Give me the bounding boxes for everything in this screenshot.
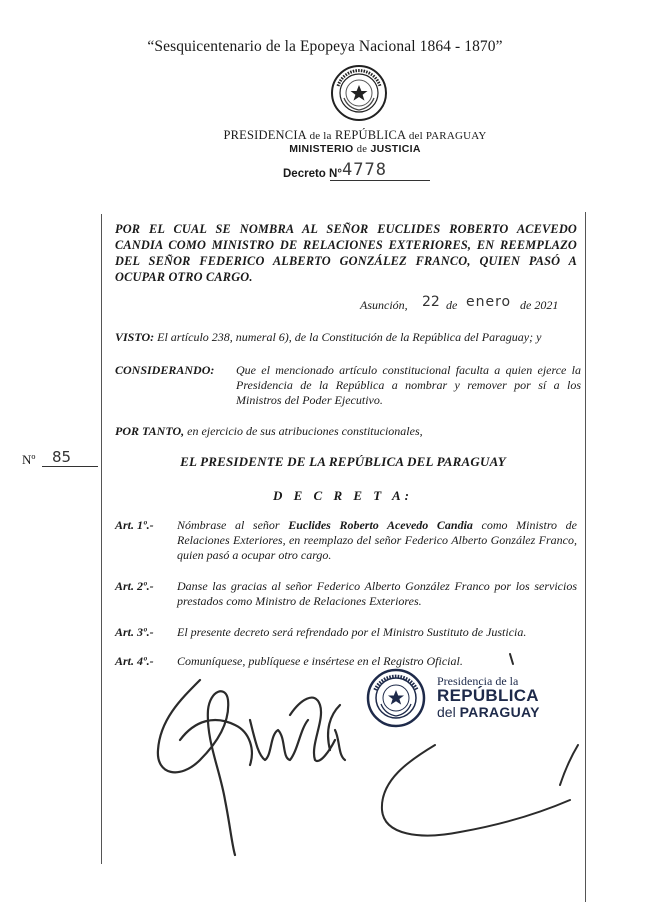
article-1-label: Art. 1º.-	[115, 518, 154, 532]
portanto-text: en ejercicio de sus atribuciones constitucionales,	[184, 424, 423, 438]
visto-text: El artículo 238, numeral 6), de la Constitución de la República del Paraguay; y	[154, 330, 542, 344]
margin-number-label: Nº	[22, 452, 36, 467]
president-heading: EL PRESIDENTE DE LA REPÚBLICA DEL PARAGUAY	[180, 454, 506, 469]
decree-number-handwritten: 4778	[342, 160, 387, 180]
decree-number-underline	[330, 180, 430, 181]
commemorative-motto: “Sesquicentenario de la Epopeya Nacional 1864 - 1870”	[147, 38, 503, 55]
presidency-logo	[366, 668, 546, 730]
president-signature	[140, 660, 360, 860]
logo-line-2: REPÚBLICA	[437, 686, 539, 705]
left-margin-rule	[101, 214, 102, 864]
logo-seal-icon	[366, 668, 426, 728]
presidency-heading: PRESIDENCIA de la REPÚBLICA del PARAGUAY	[223, 128, 487, 142]
margin-number-handwritten: 85	[52, 448, 72, 466]
date-day-handwritten: 22	[422, 294, 440, 310]
national-seal-icon	[330, 64, 388, 122]
decree-number-label: Decreto N°	[283, 168, 342, 180]
article-1-text: Nómbrase al señor Euclides Roberto Acevedo Candia como Ministro de Relaciones Exteriores, en reemplazo del señor Federico Alberto González Franco, quien pasó a ocupar otro cargo.	[177, 518, 577, 562]
ministry-heading: MINISTERIO de JUSTICIA	[289, 143, 421, 155]
article-4-label: Art. 4º.-	[115, 654, 154, 668]
date-city: Asunción,	[360, 298, 408, 312]
article-2-label: Art. 2º.-	[115, 579, 154, 593]
decree-title: POR EL CUAL SE NOMBRA AL SEÑOR EUCLIDES ROBERTO ACEVEDO CANDIA COMO MINISTRO DE RELACIONES EXTERIORES, EN REEMPLAZO DEL SEÑOR FEDERICO ALBERTO GONZÁLEZ FRANCO, QUIEN PASÓ A OCUPAR OTRO CARGO.	[115, 222, 577, 284]
article-2-text: Danse las gracias al señor Federico Alberto González Franco por los servicios prestados como Ministro de Relaciones Exteriores.	[177, 579, 577, 608]
margin-number-underline	[42, 466, 98, 467]
date-connector: de	[446, 298, 458, 312]
visto-paragraph	[115, 330, 580, 345]
logo-line-1: Presidencia de la	[437, 674, 519, 688]
decreta-heading: D E C R E T A:	[272, 488, 414, 503]
considerando-text: Que el mencionado artículo constitucional faculta a quien ejerce la Presidencia de la República a nombrar y remover por sí a los Ministros del Poder Ejecutivo.	[236, 363, 581, 407]
article-3-text: El presente decreto será refrendado por el Ministro Sustituto de Justicia.	[177, 625, 527, 639]
portanto-paragraph	[115, 424, 580, 439]
logo-line-3: del PARAGUAY	[437, 704, 540, 720]
article-4-text: Comuníquese, publíquese e insértese en el Registro Oficial.	[177, 654, 463, 668]
date-year: de 2021	[520, 298, 559, 312]
considerando-label: CONSIDERANDO:	[115, 363, 215, 377]
date-month-handwritten: enero	[466, 294, 512, 310]
article-3-label: Art. 3º.-	[115, 625, 154, 639]
portanto-label: POR TANTO,	[115, 424, 185, 438]
visto-label: VISTO:	[115, 330, 155, 344]
